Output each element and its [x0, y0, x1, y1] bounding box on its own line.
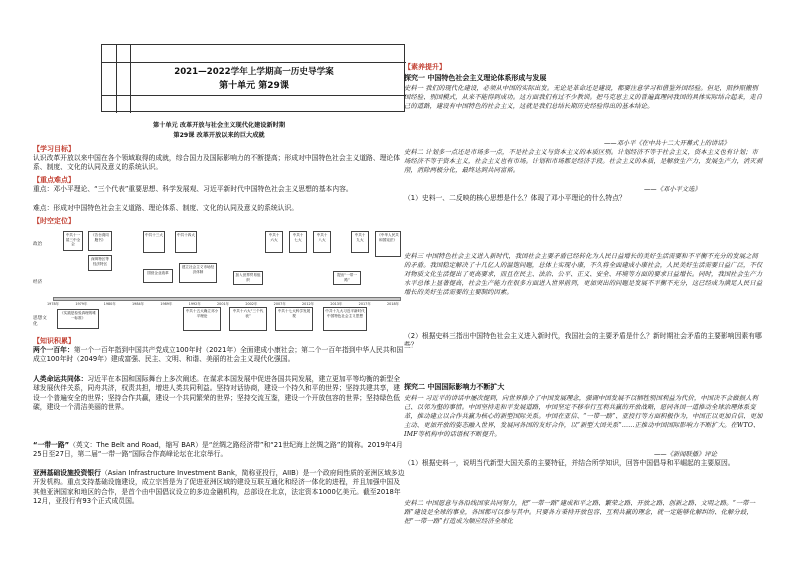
event-soe-reform: 国营企业改革 [143, 269, 173, 283]
timeline-year: 2012年 [302, 302, 315, 306]
explore-two-heading: 探究二 中国国际影响力不断扩大 [404, 383, 505, 391]
header-box [101, 44, 405, 112]
event-13th-congress: 中共十三大 [143, 231, 165, 253]
event-market-economy: 建立社会主义市场经济体制 [179, 263, 217, 283]
timeline-year: 1979年 [75, 302, 88, 306]
goals-heading: 【学习目标】 [33, 145, 75, 153]
question-three: （1）根据史料一，说明当代新型大国关系的主要特征，并结合所学知识，回答中国倡导和平崛起的主要原因。 [404, 459, 735, 467]
knowledge-community [33, 375, 405, 412]
event-scientific-development: 中共十七大科学发展观 [275, 307, 313, 331]
material-four-source: ——《新闻联播》评论 [654, 451, 717, 458]
event-18th-congress: 中共十八大 [313, 231, 331, 253]
timeline-year: 1980年 [103, 302, 116, 306]
material-one: 史料一 我们的现代化建设，必须从中国的实际出发。无论是革命还是建设，都要注意学习和借鉴外国经验。但是，照抄照搬别国经验、别国模式，从来不能得到成功。这方面我们有过不少教训。把马克思主义的普遍真理同我国的具体实际结合起来，走自己的道路，建设有中国特色的社会主义，这就是我们总结长期历史经验得出的基本结论。 [404, 85, 763, 110]
timeline-year: 1984年 [132, 302, 145, 306]
desc-aiib: （Asian Infrastructure Investment Bank，简称亚投行，AIIB）是一个政府间性质的亚洲区域多边开发机构。重点支持基础设施建设，成立宗旨是为了促进亚洲区域的建设互联互通化和经济一体化的进程，并且加强中国及其他亚洲国家和地区的合作，是首个由中国倡议设立的多边金融机构，总部设在北京，法定资本1000亿美元。截至2018年12月，亚投行有93个正式成员国。 [33, 469, 405, 505]
material-two-source: ——《邓小平文选》 [644, 186, 701, 193]
event-third-plenum: 中共十一届三中全会 [63, 231, 83, 251]
knowledge-heading: 【知识积累】 [33, 337, 75, 345]
material-two: 史料二 计划多一点还是市场多一点，不是社会主义与资本主义的本质区别。计划经济不等于社会主义，资本主义也有计划；市场经济不等于资本主义，社会主义也有市场。计划和市场都是经济手段。社会主义的本质，是解放生产力，发展生产力，消灭剥削，消除两极分化，最终达到共同富裕。 [404, 149, 763, 174]
event-belt-road: 提出“一带一路” [333, 271, 361, 285]
unit-title: 第十单元 改革开放与社会主义现代化建设新时期 [152, 122, 286, 129]
timeline-year: 2017年 [358, 302, 371, 306]
event-19th-congress: 中共十九大 [351, 231, 369, 253]
timeline-heading: 【时空定位】 [33, 217, 75, 225]
timeline-diagram [33, 227, 405, 333]
event-wto: 加入世界贸易组织 [233, 271, 263, 285]
timeline-year: 2013年 [330, 302, 343, 306]
document-title: 2021—2022学年上学期高一历史导学案 [174, 67, 334, 77]
desc-community: 习近平在本国和国际舞台上多次阐述。在谋求本国发展中促进各国共同发展，建立更加平等均衡的新型全球发展伙伴关系，同舟共济，权责共担，增进人类共同利益。坚持对话协商，建设一个持久和平的世界；坚持共建共享，建设一个普遍安全的世界；坚持合作共赢，建设一个共同繁荣的世界；坚持交流互鉴，建设一个开放包容的世界；坚持绿色低碳，建设一个清洁美丽的世界。 [33, 375, 401, 411]
event-taiwan-letter: 《告台湾同胞书》 [88, 231, 112, 251]
event-special-zones: 深圳特区等经济特区 [88, 255, 112, 271]
row-label-politics: 政治 [33, 242, 43, 247]
timeline-year: 2018年 [387, 302, 400, 306]
timeline-year: 2002年 [245, 302, 258, 306]
left-column [33, 44, 405, 544]
explore-one-heading: 探究一 中国特色社会主义理论体系形成与发展 [404, 74, 547, 82]
event-constitution: 《中华人民共和国宪法》 [375, 231, 401, 257]
event-14th-congress: 中共十四大 [175, 231, 197, 253]
key-points-heading: 【重点难点】 [33, 176, 75, 184]
question-two: （2）根据史料三指出中国特色社会主义进入新时代，我国社会的主要矛盾是什么？新时期社会矛盾的主要影响因素有哪些？ [404, 332, 762, 349]
timeline-year: 2007年 [273, 302, 286, 306]
row-label-economy: 经济 [33, 280, 43, 285]
desc-two-centenary: 第一个一百年指到中国共产党成立100年时（2021年）全面建成小康社会；第二个一百年指到中华人民共和国成立100年时（2049年）建成富强、民主、文明、和谐、美丽的社会主义现代化强国。 [33, 346, 404, 364]
event-17th-congress: 中共十七大 [289, 231, 307, 253]
event-three-represents: 中共十六大“三个代表” [229, 307, 267, 331]
knowledge-belt-road [33, 441, 405, 460]
desc-belt-road: （英文：The Belt and Road，缩写 BAR）是“丝绸之路经济带”和“21世纪海上丝绸之路”的简称。2019年4月25日至27日，第二届“一带一路”国际合作高峰论坛在北京举行。 [33, 441, 403, 459]
difficult-points-text: 难点：形成对中国特色社会主义道路、理论体系、制度、文化的认同及意义的系统认识。 [33, 204, 299, 212]
term-community: 人类命运共同体： [33, 375, 88, 383]
row-label-culture: 思想文化 [33, 316, 47, 327]
event-16th-congress: 中共十六大 [265, 231, 283, 253]
knowledge-two-centenary [33, 346, 405, 365]
improvement-heading: 【素养提升】 [404, 63, 446, 71]
event-truth-debate: 《实践是检验真理的唯一标准》 [57, 309, 99, 329]
timeline-year: 1989年 [160, 302, 173, 306]
goals-text: 认识改革开放以来中国在各个领域取得的成就，综合国力及国际影响力的不断提高；形成对中国特色社会主义道路、理论体系、制度、文化的认同及意义的系统认识。 [33, 154, 401, 172]
term-belt-road: “一带一路” [33, 441, 70, 449]
right-column [404, 44, 764, 544]
key-points-text: 重点：邓小平理论、“三个代表”重要思想、科学发展观、习近平新时代中国特色社会主义思想的基本内容。 [33, 185, 353, 193]
event-xi-thought: 中共十九大习近平新时代中国特色社会主义思想 [323, 307, 367, 331]
timeline-year: 2001年 [217, 302, 230, 306]
timeline-year: 1992年 [188, 302, 201, 306]
timeline-year: 1978年 [47, 302, 60, 306]
question-one: （1）史料一、二反映的核心思想是什么？体现了邓小平理论的什么特点？ [404, 194, 626, 202]
material-three: 史料三 中国特色社会主义进入新时代，我国社会主要矛盾已经转化为人民日益增长的美好生活需要和不平衡不充分的发展之间的矛盾。我国稳定解决了十几亿人的温饱问题，总体上实现小康，不久将全面建成小康社会，人民美好生活需要日益广泛，不仅对物质文化生活提出了更高要求，而且在民主、法治、公平、正义、安全、环境等方面的要求日益增长。同时，我国社会生产力水平总体上显著提高，社会生产能力在很多方面进入世界前列，更加突出的问题是发展不平衡不充分，这已经成为满足人民日益增长的美好生活需要的主要制约因素。 [404, 253, 763, 296]
material-one-source: ——邓小平《在中共十二大开幕式上的讲话》 [604, 140, 730, 147]
knowledge-aiib [33, 469, 405, 544]
material-five: 史料二 中国愿意与各沿线国家共同努力，把“一带一路”建成和平之路、繁荣之路、开放之路、创新之路、文明之路。“一带一路”建设是全球的事业，各国都可以参与其中。只要各方秉持开放包容、互利共赢的理念，就一定能够化解纠纷、化解分歧，把“一带一路”打造成为顺应经济全球化 [404, 500, 756, 525]
lesson-number: 第十单元 第29课 [219, 81, 289, 91]
lesson-title: 第29课 改革开放以来的巨大成就 [173, 132, 265, 139]
material-four: 史料一 习近平的讲话中屡次提到，向世界推介了中国发展理念，强调中国发展不以牺牲别国利益为代价，中国决不会做损人利己、以邻为壑的事情。中国坚持走和平发展道路，中国坚定不移奉行互利共赢的开放战略，愿同各国一道推动全球治理体系变革，推动建立以合作共赢为核心的新型国际关系。中国在亚信、“一带一路”、亚投行等方面积极作为，中国正以更加自信、更加主动、更加开放的姿态融入世界，发展同各国的友好合作，以“新型大国关系”……正推动中国国际影响力不断扩大。在WTO、IMF等机构中的话语权不断提升。 [404, 395, 763, 438]
event-deng-theory: 中共十五大确立邓小平理论 [183, 307, 221, 331]
term-aiib: 亚洲基础设施投资银行 [33, 469, 101, 477]
term-two-centenary: 两个一百年： [33, 346, 74, 354]
